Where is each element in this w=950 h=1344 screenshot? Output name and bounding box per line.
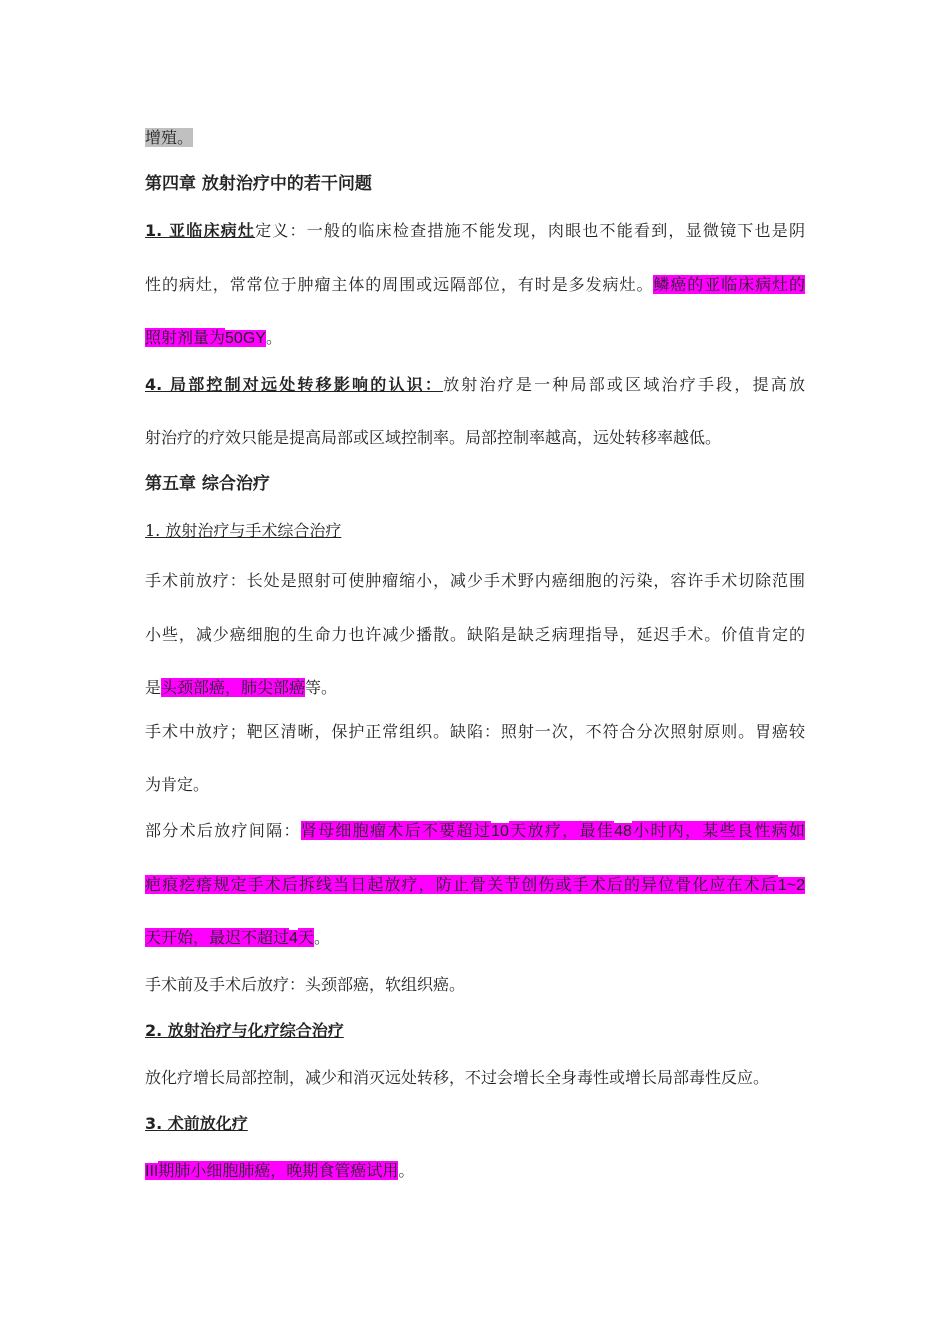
section-title: 2. 放射治疗与化疗综合治疗 bbox=[145, 1021, 344, 1040]
highlighted-value: 1~2 bbox=[777, 877, 805, 894]
highlighted-text: 小时内，某些良性病如 bbox=[631, 821, 805, 840]
section-title: 1. 放射治疗与手术综合治疗 bbox=[145, 521, 342, 540]
paragraph-line: 射治疗的疗效只能是提高局部或区域控制率。局部控制率越高，远处转移率越低。 bbox=[145, 428, 722, 447]
paragraph-line: 手术中放疗；靶区清晰，保护正常组织。缺陷：照射一次，不符合分次照射原则。胃癌较 bbox=[145, 722, 805, 741]
body-text: 。 bbox=[265, 328, 282, 347]
highlighted-value: 4 bbox=[289, 930, 298, 947]
highlighted-value: 48 bbox=[614, 823, 632, 840]
highlighted-value: III bbox=[145, 1163, 159, 1180]
paragraph-line: 为肯定。 bbox=[145, 775, 210, 794]
body-text: 放射治疗是一种局部或区域治疗手段，提高放 bbox=[443, 375, 805, 394]
body-text: 。 bbox=[313, 928, 330, 947]
highlighted-text: 疤痕疙瘩规定手术后拆线当日起放疗，防止骨关节创伤或手术后的异位骨化应在术后 bbox=[145, 875, 778, 894]
highlighted-text: 天放疗，最佳 bbox=[508, 821, 615, 840]
paragraph-line bbox=[145, 274, 805, 296]
body-text: 定义：一般的临床检查措施不能发现，肉眼也不能看到，显微镜下也是阴 bbox=[255, 221, 805, 240]
paragraph-line bbox=[145, 927, 805, 950]
highlighted-text: 头颈部癌，肺尖部癌 bbox=[161, 678, 306, 697]
body-text: 。 bbox=[398, 1161, 415, 1180]
highlighted-text: 增殖。 bbox=[145, 128, 194, 147]
paragraph-line: 小些，减少癌细胞的生命力也许减少播散。缺陷是缺乏病理指导，延迟手术。价值肯定的 bbox=[145, 625, 805, 644]
body-text: 部分术后放疗间隔： bbox=[145, 821, 301, 840]
paragraph-line bbox=[145, 677, 805, 699]
paragraph-line bbox=[145, 874, 805, 897]
body-text: 等。 bbox=[305, 678, 338, 697]
section-title: 4. 局部控制对远处转移影响的认识： bbox=[145, 375, 444, 394]
chapter-heading: 第四章 放射治疗中的若干问题 bbox=[145, 174, 372, 194]
highlighted-text: 肾母细胞瘤术后不要超过 bbox=[300, 821, 492, 840]
highlighted-value: 50GY bbox=[225, 330, 266, 347]
body-text: 性的病灶，常常位于肿瘤主体的周围或远隔部位，有时是多发病灶。 bbox=[145, 275, 654, 294]
chapter-heading: 第五章 综合治疗 bbox=[145, 474, 270, 494]
highlighted-text: 照射剂量为 bbox=[145, 328, 226, 347]
section-title: 3. 术前放化疗 bbox=[145, 1114, 248, 1133]
paragraph-line bbox=[145, 1160, 805, 1183]
paragraph-line: 放化疗增长局部控制，减少和消灭远处转移，不过会增长全身毒性或增长局部毒性反应。 bbox=[145, 1068, 770, 1087]
paragraph-line: 手术前及手术后放疗：头颈部癌，软组织癌。 bbox=[145, 975, 466, 994]
text-line bbox=[145, 127, 805, 149]
highlighted-text: 天 bbox=[297, 928, 314, 947]
section-title: 1. 亚临床病灶 bbox=[145, 221, 256, 240]
body-text: 是 bbox=[145, 678, 162, 697]
paragraph-line: 手术前放疗：长处是照射可使肿瘤缩小，减少手术野内癌细胞的污染，容许手术切除范围 bbox=[145, 571, 805, 590]
paragraph-line bbox=[145, 820, 805, 843]
highlighted-text: 天开始，最迟不超过 bbox=[145, 928, 290, 947]
highlighted-text: 鳞癌的亚临床病灶的 bbox=[653, 275, 805, 294]
highlighted-value: 10 bbox=[491, 823, 509, 840]
paragraph-line bbox=[145, 327, 805, 350]
paragraph-line bbox=[145, 220, 805, 242]
highlighted-text: 期肺小细胞肺癌，晚期食管癌试用 bbox=[158, 1161, 399, 1180]
paragraph-line bbox=[145, 374, 805, 396]
